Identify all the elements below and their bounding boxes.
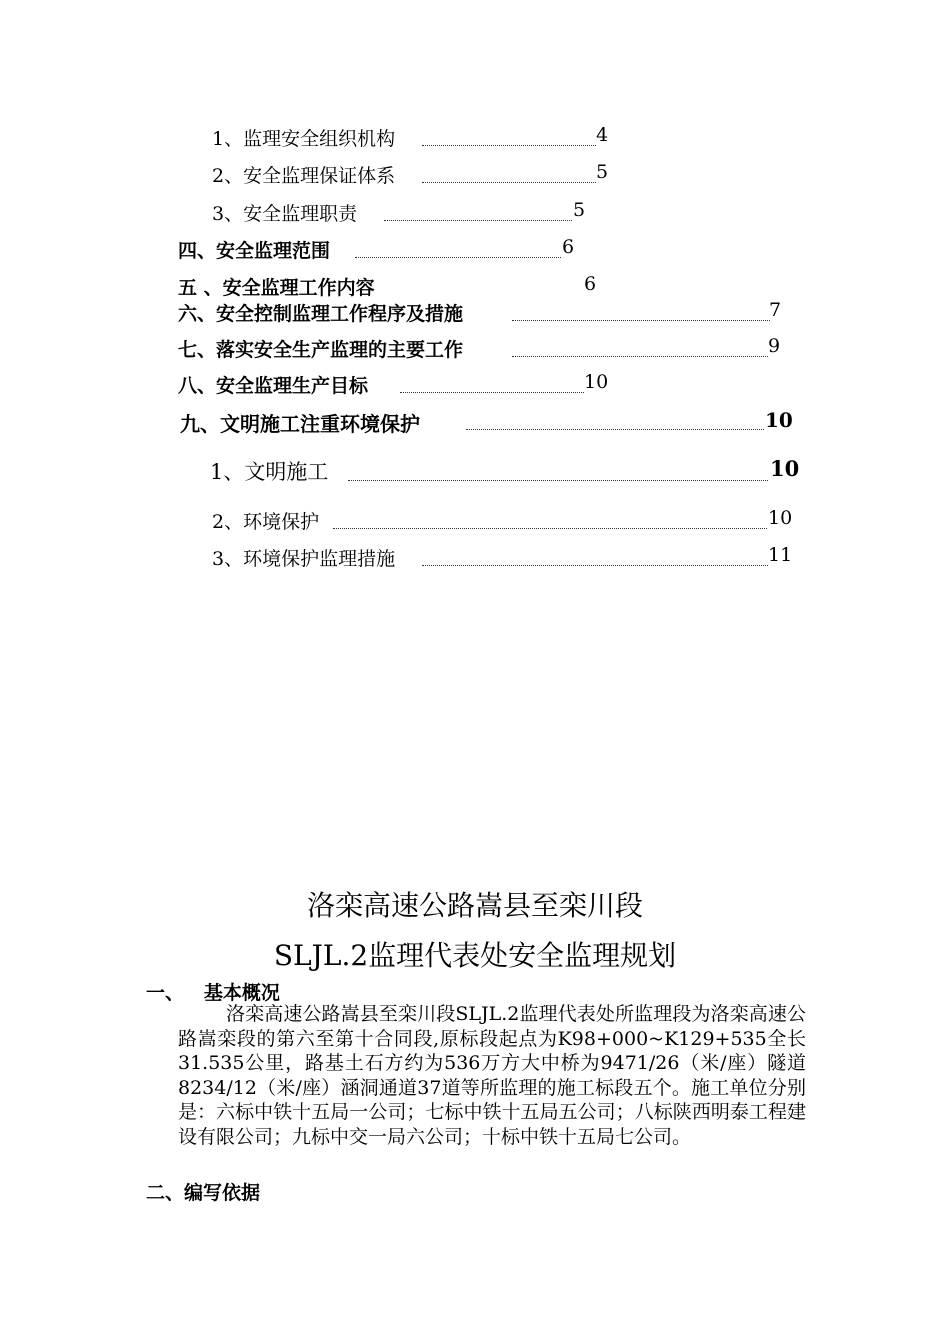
toc-entry[interactable] bbox=[0, 507, 950, 535]
toc-entry-label: 七、落实安全生产监理的主要工作 bbox=[178, 339, 464, 361]
toc-entry-label: 四、安全监理范围 bbox=[178, 240, 331, 262]
toc-entry-label: 1、文明施工 bbox=[210, 460, 329, 484]
toc-entry-page: 11 bbox=[768, 544, 793, 566]
toc-leader bbox=[400, 392, 584, 393]
toc-leader bbox=[355, 257, 561, 258]
toc-leader bbox=[422, 565, 768, 566]
toc-entry-label: 1、监理安全组织机构 bbox=[212, 128, 396, 150]
toc-entry-label: 五 、安全监理工作内容 bbox=[178, 277, 375, 299]
toc-entry-label: 六、安全控制监理工作程序及措施 bbox=[178, 303, 464, 325]
toc-leader bbox=[333, 528, 767, 529]
toc-entry[interactable] bbox=[0, 299, 950, 327]
toc-entry[interactable] bbox=[0, 408, 950, 436]
toc-entry-label: 八、安全监理生产目标 bbox=[178, 375, 369, 397]
section-heading: 二、编写依据 bbox=[146, 1182, 261, 1204]
toc-entry-label: 九、文明施工注重环境保护 bbox=[180, 412, 420, 436]
toc-entry-label: 3、安全监理职责 bbox=[212, 203, 358, 225]
toc-entry-page: 6 bbox=[584, 273, 597, 295]
toc-entry-page: 5 bbox=[573, 199, 586, 221]
toc-entry[interactable] bbox=[0, 124, 950, 152]
toc-entry[interactable] bbox=[0, 544, 950, 572]
toc-leader bbox=[422, 182, 596, 183]
document-title-line2: SLJL.2监理代表处安全监理规划 bbox=[273, 939, 677, 972]
toc-entry-page: 10 bbox=[770, 456, 800, 481]
toc-entry[interactable] bbox=[0, 236, 950, 264]
toc-entry-label: 2、环境保护 bbox=[212, 511, 320, 533]
toc-entry-page: 6 bbox=[562, 236, 575, 258]
section-heading: 一、 基本概况 bbox=[146, 982, 280, 1004]
toc-leader bbox=[348, 480, 768, 481]
toc-entry-label: 3、环境保护监理措施 bbox=[212, 548, 396, 570]
toc-entry-page: 4 bbox=[596, 124, 609, 146]
toc-leader bbox=[512, 356, 768, 357]
toc-entry[interactable] bbox=[0, 335, 950, 363]
toc-entry[interactable] bbox=[0, 371, 950, 399]
toc-entry-page: 10 bbox=[765, 408, 793, 432]
toc-entry-page: 9 bbox=[768, 335, 781, 357]
document-title-line1: 洛栾高速公路嵩县至栾川段 bbox=[306, 889, 643, 922]
toc-entry-label: 2、安全监理保证体系 bbox=[212, 165, 396, 187]
toc-entry[interactable] bbox=[0, 456, 950, 486]
body-paragraph: 洛栾高速公路嵩县至栾川段SLJL.2监理代表处所监理段为洛栾高速公路嵩栾段的第六至第十合同段,原标段起点为K98+000~K129+535全长31.535公里，路基土石方约为536万方大中桥为9471/26（米/座）隧道8234/12（米/座）涵洞通道37道等所监理的施工标段五个。施工单位分别是：六标中铁十五局一公司；七标中铁十五局五公司；八标陕西明泰工程建设有限公司；九标中交一局六公司；十标中铁十五局七公司。 bbox=[178, 1003, 806, 1148]
toc-entry-page: 10 bbox=[768, 507, 793, 529]
toc-leader bbox=[466, 429, 764, 430]
toc-entry[interactable] bbox=[0, 161, 950, 189]
toc-entry-page: 7 bbox=[769, 299, 782, 321]
toc-leader bbox=[512, 320, 770, 321]
toc-entry[interactable] bbox=[0, 273, 950, 301]
toc-entry-page: 10 bbox=[584, 371, 609, 393]
toc-leader bbox=[384, 220, 572, 221]
toc-entry-page: 5 bbox=[596, 161, 609, 183]
toc-entry[interactable] bbox=[0, 199, 950, 227]
toc-leader bbox=[422, 145, 596, 146]
